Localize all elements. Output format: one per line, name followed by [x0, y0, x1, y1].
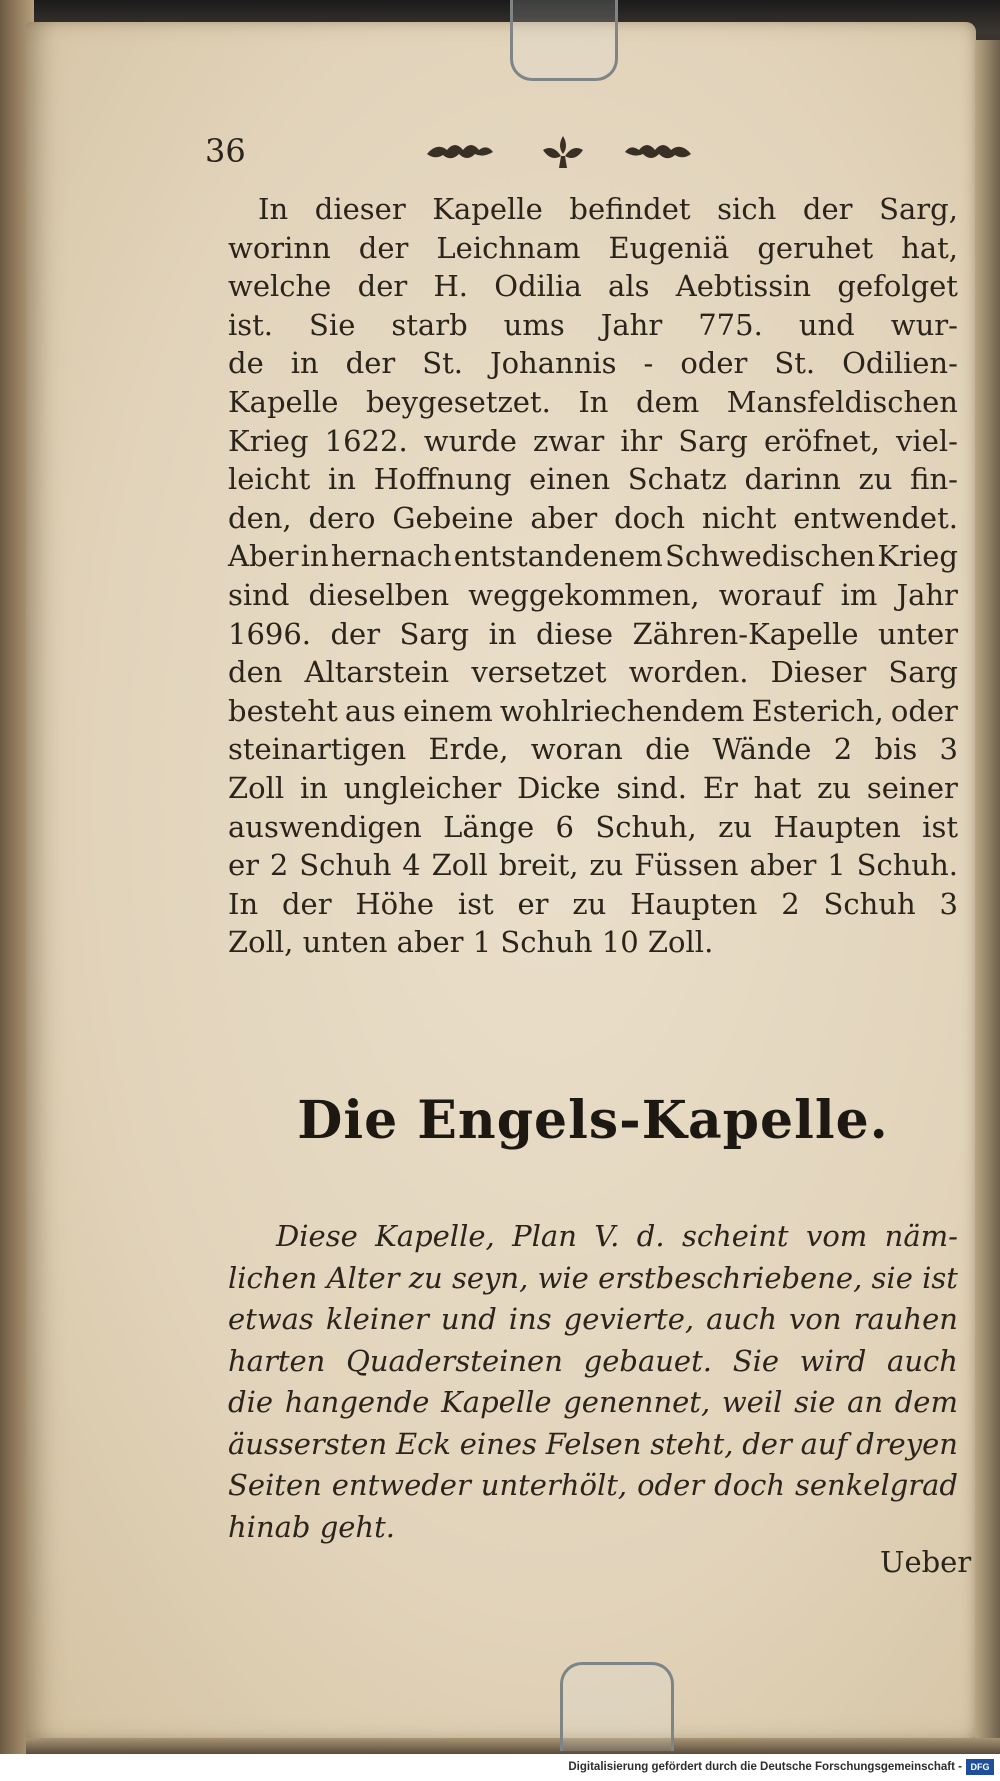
- text-line: [228, 885, 958, 924]
- chapter-title: Die Engels-Kapelle.: [297, 1090, 889, 1151]
- catchword: Ueber: [880, 1545, 972, 1579]
- text-line: [228, 692, 958, 731]
- word: genennet,: [563, 1385, 711, 1419]
- word: ist: [922, 1260, 958, 1295]
- text-line: [228, 1258, 958, 1300]
- text-line: [228, 306, 958, 345]
- word: Johannis: [489, 346, 617, 381]
- word: harten: [228, 1343, 326, 1378]
- word: Esterich,: [751, 693, 884, 728]
- word: zu: [572, 886, 607, 921]
- word: 2: [781, 886, 800, 921]
- word: Gebeine: [392, 500, 514, 535]
- word: die: [228, 1385, 274, 1419]
- word: unterhölt,: [480, 1468, 628, 1502]
- page-number: 36: [205, 132, 246, 170]
- word: wurde: [423, 423, 517, 458]
- word: seiner: [866, 770, 958, 805]
- word: Aber: [228, 539, 299, 574]
- word: besteht: [228, 693, 338, 728]
- word: weil: [721, 1385, 783, 1419]
- word: breit,: [498, 848, 579, 883]
- text-line: [228, 422, 958, 461]
- page-clip-top: [510, 0, 618, 81]
- fleuron-right-icon: [623, 136, 693, 166]
- text-line: [228, 1216, 958, 1258]
- text-line: hinab geht.: [228, 1509, 395, 1544]
- word: Eugeniä: [608, 230, 730, 265]
- page-header: [205, 132, 705, 182]
- word: lichen: [228, 1260, 318, 1295]
- word: dieselben: [308, 577, 450, 612]
- word: der: [802, 192, 853, 226]
- word: Zoll: [228, 770, 285, 805]
- word: eines: [459, 1426, 537, 1461]
- word: in: [299, 770, 328, 805]
- word: hernach: [330, 539, 452, 574]
- word: 4: [402, 848, 421, 883]
- word: der: [345, 346, 396, 381]
- word: dieser: [314, 192, 406, 226]
- word: sind: [228, 577, 290, 612]
- word: eröfnet,: [764, 423, 880, 458]
- word: Schwedischen: [664, 539, 876, 574]
- word: Seiten: [228, 1468, 322, 1502]
- word: entwendet.: [793, 500, 958, 535]
- text-line: [228, 653, 958, 692]
- word: und: [798, 307, 855, 342]
- word: die: [645, 732, 691, 767]
- word: oder: [890, 693, 958, 728]
- text-line: [228, 267, 958, 306]
- text-line: [228, 846, 958, 885]
- word: von: [789, 1302, 842, 1336]
- word: gevierte,: [563, 1302, 695, 1336]
- word: Füssen: [634, 848, 739, 883]
- word: auch: [887, 1343, 958, 1378]
- word: Alter: [326, 1260, 400, 1295]
- word: dero: [308, 500, 376, 535]
- word: erstbeschriebene,: [598, 1260, 863, 1295]
- word: wird: [799, 1343, 867, 1378]
- word: aber: [530, 500, 598, 535]
- word: aber: [749, 848, 817, 883]
- word: den: [228, 655, 283, 690]
- word: diese: [535, 616, 614, 651]
- text-line: [228, 769, 958, 808]
- word: doch: [614, 500, 686, 535]
- word: den,: [228, 500, 292, 535]
- word: oder: [637, 1468, 705, 1502]
- word: de: [228, 346, 264, 381]
- word: In: [578, 384, 609, 419]
- word: wie: [537, 1260, 589, 1295]
- paragraph-1: [228, 190, 958, 962]
- word: darinn: [744, 462, 841, 497]
- word: ums: [503, 307, 565, 342]
- text-line: Zoll, unten aber 1 Schuh 10 Zoll.: [228, 925, 714, 960]
- word: etwas: [228, 1302, 314, 1336]
- word: steht,: [650, 1426, 734, 1461]
- word: sich: [717, 192, 777, 226]
- word: an: [847, 1385, 884, 1419]
- word: Plan: [512, 1219, 577, 1253]
- word: Zoll: [431, 848, 488, 883]
- word: 1: [827, 848, 846, 883]
- word: auswendigen: [228, 809, 422, 844]
- text-line: [228, 499, 958, 538]
- text-line: [228, 576, 958, 615]
- word: in: [300, 539, 329, 574]
- word: der: [742, 1426, 792, 1461]
- word: leicht: [228, 462, 311, 497]
- word: welche: [228, 269, 332, 304]
- word: sie: [794, 1385, 836, 1419]
- word: Schuh: [299, 848, 392, 883]
- word: versetzet: [471, 655, 607, 690]
- word: seyn,: [451, 1260, 529, 1295]
- word: unter: [877, 616, 958, 651]
- word: worauf: [718, 577, 822, 612]
- text-line: [228, 1341, 958, 1383]
- word: Jahr: [896, 577, 958, 612]
- word: Diese: [276, 1219, 358, 1253]
- word: Mansfeldischen: [726, 384, 958, 419]
- word: 6: [555, 809, 574, 844]
- text-line: [228, 537, 958, 576]
- word: aus: [344, 693, 396, 728]
- word: bis: [874, 732, 918, 767]
- word: Krieg: [228, 423, 309, 458]
- word: Er: [702, 770, 738, 805]
- word: worden.: [628, 655, 749, 690]
- word: viel-: [896, 423, 958, 458]
- word: doch: [714, 1468, 786, 1502]
- word: zwar: [532, 423, 605, 458]
- word: Sarg: [399, 616, 470, 651]
- word: und: [440, 1302, 497, 1336]
- word: kleiner: [325, 1302, 429, 1336]
- word: Sie: [309, 307, 356, 342]
- word: d.: [636, 1219, 665, 1253]
- word: vom: [805, 1219, 868, 1253]
- text-line: [228, 730, 958, 769]
- word: sie: [871, 1260, 913, 1295]
- word: Sie: [732, 1343, 780, 1378]
- word: In: [258, 192, 289, 226]
- text-line: [228, 460, 958, 499]
- word: St.: [774, 346, 816, 381]
- word: 3: [939, 886, 958, 921]
- word: wur-: [890, 307, 958, 342]
- word: hat: [753, 770, 802, 805]
- word: starb: [391, 307, 468, 342]
- fleuron-left-icon: [425, 136, 495, 166]
- word: als: [608, 269, 650, 304]
- text-line: [228, 808, 958, 847]
- text-line: [228, 344, 958, 383]
- word: ist: [457, 886, 494, 921]
- word: senkelgrad: [794, 1468, 958, 1502]
- word: zu: [589, 848, 624, 883]
- word: H.: [433, 269, 469, 304]
- word: Schatz: [627, 462, 727, 497]
- word: zu: [858, 462, 893, 497]
- word: auch: [706, 1302, 777, 1336]
- word: Sarg: [888, 655, 958, 690]
- word: Haupten: [630, 886, 758, 921]
- word: der: [281, 886, 332, 921]
- word: entweder: [331, 1468, 471, 1502]
- word: weggekommen,: [468, 577, 700, 612]
- word: wohlriechendem: [499, 693, 745, 728]
- word: 3: [939, 732, 958, 767]
- text-line: [228, 615, 958, 654]
- word: Wände: [712, 732, 812, 767]
- digitization-footer: [0, 1754, 1000, 1781]
- word: Schuh: [823, 886, 916, 921]
- word: er: [228, 848, 260, 883]
- word: in: [488, 616, 517, 651]
- word: steinartigen: [228, 732, 407, 767]
- word: zu: [817, 770, 852, 805]
- word: woran: [530, 732, 623, 767]
- word: worinn: [228, 230, 331, 265]
- word: Sarg: [678, 423, 748, 458]
- text-line: [228, 1299, 958, 1341]
- word: hat,: [901, 230, 958, 265]
- word: dem: [636, 384, 700, 419]
- word: Kapelle: [441, 1385, 552, 1419]
- word: der: [357, 269, 408, 304]
- word: Kapelle,: [375, 1219, 495, 1253]
- word: Jahr: [600, 307, 663, 342]
- word: -: [643, 346, 654, 381]
- dfg-logo[interactable]: DFG: [966, 1759, 994, 1775]
- word: der: [330, 616, 381, 651]
- word: Erde,: [428, 732, 509, 767]
- word: ins: [508, 1302, 552, 1336]
- word: Odilien-: [842, 346, 958, 381]
- word: Höhe: [355, 886, 434, 921]
- word: hangende: [284, 1385, 430, 1419]
- word: entstandenem: [453, 539, 663, 574]
- word: Dicke: [517, 770, 601, 805]
- fleuron-center-icon: [535, 132, 591, 172]
- word: Haupten: [773, 809, 901, 844]
- footer-credit: Digitalisierung gefördert durch die Deutsche Forschungsgemeinschaft -: [568, 1761, 962, 1773]
- word: ist: [922, 809, 958, 844]
- word: Dieser: [770, 655, 867, 690]
- paragraph-2: [228, 1216, 958, 1548]
- word: Eck: [395, 1426, 451, 1461]
- word: Zähren-Kapelle: [632, 616, 859, 651]
- word: Leichnam: [436, 230, 581, 265]
- word: Schuh.: [856, 848, 958, 883]
- word: St.: [422, 346, 463, 381]
- word: oder: [680, 346, 748, 381]
- word: Aebtissin: [675, 269, 812, 304]
- word: Quadersteinen: [346, 1343, 563, 1378]
- page-edge-right: [975, 40, 1000, 1740]
- word: V.: [594, 1219, 620, 1253]
- page-clip-bottom: [560, 1662, 674, 1751]
- word: 2: [269, 848, 289, 883]
- word: er: [517, 886, 549, 921]
- word: Hoffnung: [373, 462, 512, 497]
- text-line: [228, 1424, 958, 1466]
- word: 1696.: [228, 616, 312, 651]
- text-line: [228, 1465, 958, 1507]
- text-line: [228, 383, 958, 422]
- word: zu: [718, 809, 753, 844]
- word: sind.: [616, 770, 688, 805]
- word: ist.: [228, 307, 274, 342]
- text-line: [228, 229, 958, 268]
- word: In: [228, 886, 259, 921]
- word: beygesetzet.: [365, 384, 551, 419]
- word: ihr: [620, 423, 663, 458]
- word: zu: [408, 1260, 443, 1295]
- word: Sarg,: [879, 192, 958, 226]
- word: Kapelle: [228, 384, 339, 419]
- word: im: [840, 577, 878, 612]
- word: gefolget: [837, 269, 958, 304]
- word: auf: [800, 1426, 848, 1461]
- text-line: [228, 1382, 958, 1424]
- word: der: [358, 230, 409, 265]
- word: befindet: [569, 192, 691, 226]
- word: Länge: [443, 809, 535, 844]
- word: Kapelle: [432, 192, 543, 226]
- word: Odilia: [494, 269, 582, 304]
- word: Krieg: [877, 539, 958, 574]
- word: ungleicher: [343, 770, 502, 805]
- word: gebauet.: [583, 1343, 712, 1378]
- word: dreyen: [856, 1426, 958, 1461]
- word: fin-: [910, 462, 958, 497]
- word: in: [290, 346, 319, 381]
- word: Altarstein: [304, 655, 450, 690]
- word: 1622.: [324, 423, 408, 458]
- word: 2: [833, 732, 853, 767]
- text-line: [228, 190, 958, 229]
- word: nicht: [701, 500, 777, 535]
- word: 775.: [698, 307, 763, 342]
- word: Felsen: [545, 1426, 642, 1461]
- word: Schuh,: [595, 809, 697, 844]
- word: geruhet: [757, 230, 874, 265]
- word: äussersten: [228, 1426, 388, 1461]
- page-edge-bottom: [26, 1738, 1000, 1754]
- word: scheint: [681, 1219, 789, 1253]
- word: dem: [894, 1385, 958, 1419]
- word: einen: [529, 462, 611, 497]
- word: näm-: [884, 1219, 958, 1253]
- word: rauhen: [853, 1302, 958, 1336]
- word: einem: [402, 693, 493, 728]
- word: in: [327, 462, 356, 497]
